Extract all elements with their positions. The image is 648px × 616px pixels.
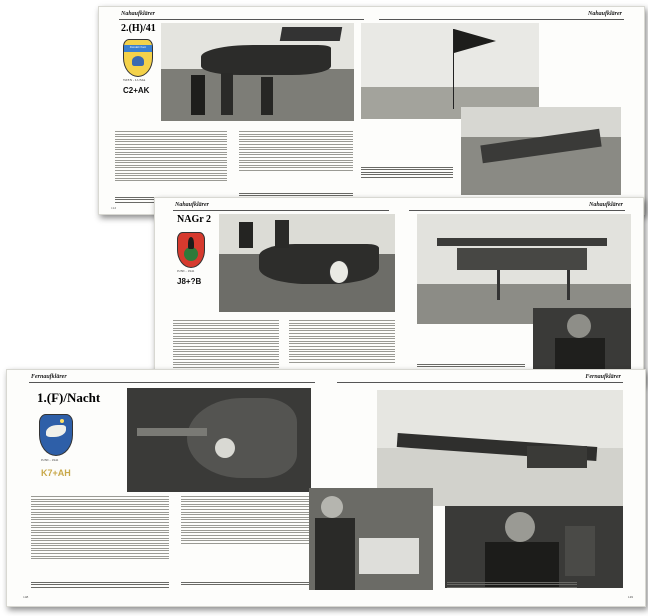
- emblem-text: Dankirchen: [129, 45, 147, 49]
- caption-left: [31, 582, 169, 589]
- aircraft-code: C2+AK: [123, 86, 150, 95]
- header-rule-left: [29, 382, 315, 383]
- page-number-left: 148: [23, 595, 29, 599]
- photo-crew-map: [309, 488, 433, 590]
- running-header-left: Nahaufklärer: [121, 11, 156, 17]
- caption-right-page: [447, 582, 577, 589]
- emblem-bird: [132, 56, 144, 66]
- squadron-emblem: [123, 39, 153, 77]
- running-header-left: Fernaufklärer: [31, 374, 67, 380]
- unit-title: 1.(F)/Nacht: [37, 390, 101, 405]
- page-number-left: 112: [111, 206, 117, 210]
- running-header-right: Nahaufklärer: [587, 11, 622, 17]
- emblem-caption: WIEN - LUSIA: [123, 78, 146, 82]
- photo-pilot-portrait: [533, 308, 631, 374]
- book-spread-2: [154, 197, 644, 385]
- body-text-right: [239, 131, 353, 173]
- body-text-right: [289, 320, 395, 364]
- emblem-caption: JUNI - 1941: [177, 269, 195, 273]
- photo-aircraft-field: [461, 107, 621, 195]
- aircraft-code: K7+AH: [41, 468, 71, 478]
- running-header-right: Nahaufklärer: [588, 202, 623, 208]
- emblem-caption: JUNI - 1941: [41, 458, 59, 462]
- caption-right-page: [361, 167, 453, 179]
- unit-title: 2.(H)/41: [121, 23, 156, 34]
- body-text-left: [31, 496, 169, 561]
- header-rule-left: [173, 210, 389, 211]
- book-spread-3: [6, 369, 646, 607]
- running-header-left: Nahaufklärer: [175, 202, 210, 208]
- caption-right: [181, 582, 313, 587]
- header-rule-left: [119, 19, 364, 20]
- emblem-flame: [188, 237, 194, 249]
- photo-do17-nose: [127, 388, 311, 492]
- header-rule-right: [337, 382, 623, 383]
- aircraft-code: J8+?B: [177, 277, 202, 286]
- body-text-left: [173, 320, 279, 369]
- emblem-star: [60, 419, 64, 423]
- body-text-left: [115, 131, 227, 183]
- emblem-stork: [46, 425, 66, 437]
- squadron-emblem: [177, 232, 205, 268]
- header-rule-right: [409, 210, 625, 211]
- photo-airfield-pennant: [361, 23, 539, 119]
- header-rule-right: [379, 19, 624, 20]
- photo-officer-portrait: [445, 506, 623, 588]
- page-number-right: 149: [627, 595, 633, 599]
- running-header-right: Fernaufklärer: [585, 374, 621, 380]
- squadron-emblem: [39, 414, 73, 456]
- book-spread-1: [98, 6, 645, 215]
- emblem-globe: [184, 247, 198, 261]
- photo-aircraft-crew: [161, 23, 354, 121]
- photo-bf109-pilots: [219, 214, 395, 312]
- body-text-right: [181, 496, 313, 545]
- unit-title: NAGr 2: [177, 214, 211, 225]
